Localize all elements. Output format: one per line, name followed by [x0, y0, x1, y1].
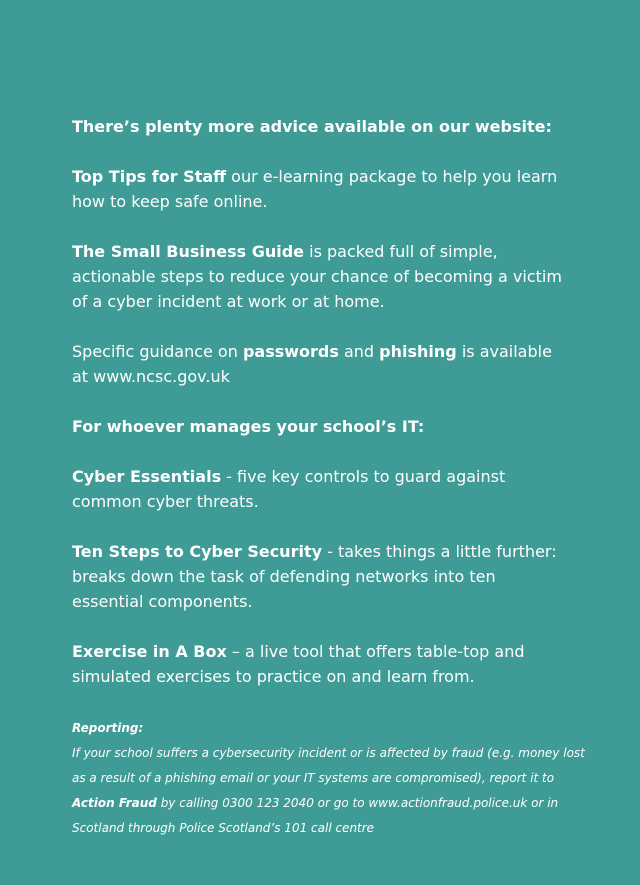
intro-heading: There’s plenty more advice available on our website:: [72, 117, 552, 136]
business-guide-paragraph: [72, 239, 572, 314]
reporting-text-post: by calling 0300 123 2040 or go to www.actionfraud.police.uk or in Scotland through Police Scotland’s 101 call centre: [72, 796, 559, 835]
guidance-phishing: phishing: [379, 342, 457, 361]
business-guide-text: is packed full of simple, actionable steps to reduce your chance of becoming a victim of a cyber incident at work or at home.: [72, 242, 562, 311]
exercise-box-title: Exercise in A Box: [72, 642, 227, 661]
exercise-box-text: – a live tool that offers table-top and simulated exercises to practice on and learn from.: [72, 642, 525, 686]
it-heading: For whoever manages your school’s IT:: [72, 417, 425, 436]
guidance-paragraph: [72, 339, 572, 389]
cyber-essentials-text: - five key controls to guard against common cyber threats.: [72, 467, 506, 511]
staff-tips-title: Top Tips for Staff: [72, 167, 227, 186]
guidance-post: is available at www.ncsc.gov.uk: [72, 342, 552, 386]
staff-tips-paragraph: [72, 164, 572, 214]
reporting-text: [72, 741, 592, 841]
reporting-section: [72, 716, 592, 841]
ten-steps-title: Ten Steps to Cyber Security: [72, 542, 323, 561]
ten-steps-paragraph: [72, 539, 572, 614]
cyber-essentials-title: Cyber Essentials: [72, 467, 222, 486]
exercise-box-paragraph: [72, 639, 572, 689]
reporting-text-pre: If your school suffers a cybersecurity incident or is affected by fraud (e.g. money lost as a result of a phishing email or your IT systems are compromised), report it to: [72, 746, 585, 785]
cyber-essentials-paragraph: [72, 464, 572, 514]
reporting-title: Reporting:: [72, 721, 144, 735]
advice-content: [72, 114, 572, 714]
action-fraud-label: Action Fraud: [72, 796, 157, 810]
guidance-mid: and: [338, 342, 380, 361]
guidance-passwords: passwords: [242, 342, 339, 361]
business-guide-title: The Small Business Guide: [72, 242, 305, 261]
ten-steps-text: - takes things a little further: breaks down the task of defending networks into ten essential components.: [72, 542, 557, 611]
staff-tips-text: our e-learning package to help you learn how to keep safe online.: [72, 167, 558, 211]
guidance-pre: Specific guidance on: [72, 342, 243, 361]
